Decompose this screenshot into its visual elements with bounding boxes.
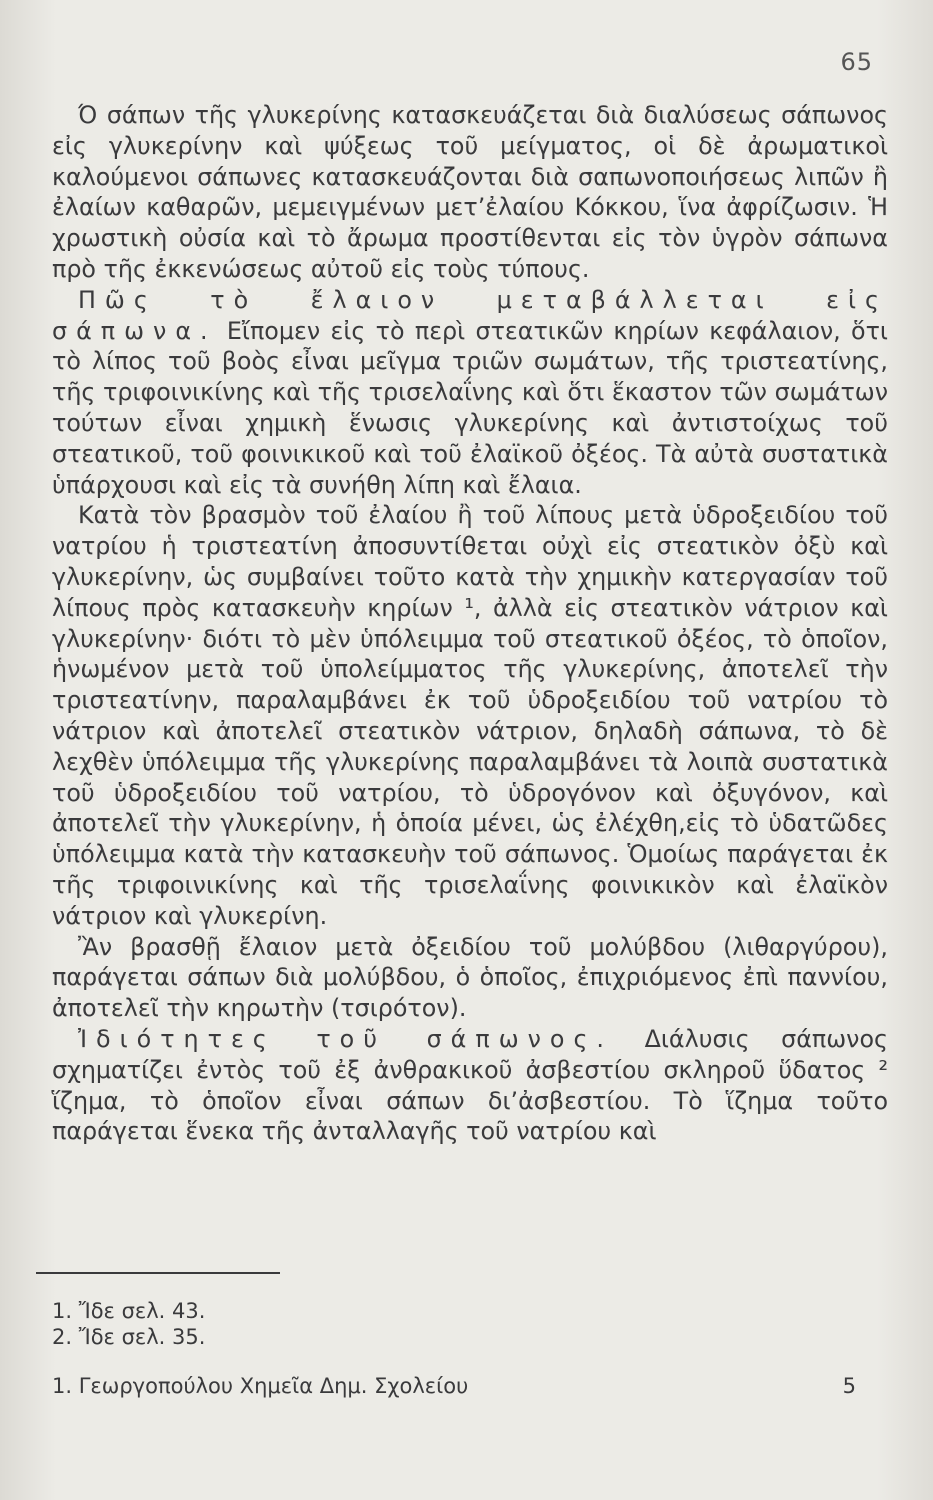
paragraph-2 xyxy=(52,285,888,501)
body-text xyxy=(52,100,888,1147)
footnote: 1. Ἴδε σελ. 43. xyxy=(52,1299,206,1323)
paragraph-5 xyxy=(52,1024,888,1147)
footnotes xyxy=(52,1298,205,1350)
paragraph-3 xyxy=(52,500,888,931)
page-number: 65 xyxy=(840,48,873,76)
section-heading: Πῶς τὸ ἔλαιον μεταβάλλεται εἰς σάπωνα. xyxy=(52,285,888,345)
footnote-divider xyxy=(36,1272,280,1274)
printer-signature xyxy=(52,1374,872,1398)
paragraph-text: Διάλυσις σάπωνος σχηματίζει ἐντὸς τοῦ ἐξ ἀνθρακικοῦ ἀσβεστίου σκληροῦ ὕδατος ² ἵζημα, τὸ ὁποῖον εἶναι σάπων δι’ἀσβεστίου. Τὸ ἵζημα τοῦτο παράγεται ἕνεκα τῆς ἀνταλλαγῆς τοῦ νατρίου καὶ xyxy=(52,1024,888,1146)
section-heading: Ἰδιότητες τοῦ σάπωνος. xyxy=(78,1024,613,1053)
paragraph-text: Κατὰ τὸν βρασμὸν τοῦ ἐλαίου ἢ τοῦ λίπους μετὰ ὑδροξειδίου τοῦ νατρίου ἡ τριστεατίνη ἀποσυντίθεται οὐχὶ εἰς στεατικὸν ὀξὺ καὶ γλυκερίνην, ὡς συμβαίνει τοῦτο κατὰ τὴν χημικὴν κατεργασίαν τοῦ λίπους πρὸς κατασκευὴν κηρίων ¹, ἀλλὰ εἰς στεατικὸν νάτριον καὶ γλυκερίνην· διότι τὸ μὲν ὑπόλειμμα τοῦ στεατικοῦ ὀξέος, τὸ ὁποῖον, ἡνωμένον μετὰ τοῦ ὑπολείμματος τῆς γλυκερίνης, ἀποτελεῖ τὴν τριστεατίνην, παραλαμβάνει ἐκ τοῦ ὑδροξειδίου τοῦ νατρίου τὸ νάτριον καὶ ἀποτελεῖ στεατικὸν νάτριον, δηλαδὴ σάπωνα, τὸ δὲ λεχθὲν ὑπόλειμμα τῆς γλυκερίνης παραλαμβάνει τὰ λοιπὰ συστατικὰ τοῦ ὑδροξειδίου τοῦ νατρίου, τὸ ὑδρογόνον καὶ ὀξυγόνον, καὶ ἀποτελεῖ τὴν γλυκερίνην, ἡ ὁποία μένει, ὡς ἐλέχθη,εἰς τὸ ὑδατῶδες ὑπόλειμμα κατὰ τὴν κατασκευὴν τοῦ σάπωνος. Ὁμοίως παράγεται ἐκ τῆς τριφοινικίνης καὶ τῆς τρισελαΐνης φοινικικὸν καὶ ἐλαϊκὸν νάτριον καὶ γλυκερίνη. xyxy=(52,501,888,930)
paragraph-text: Εἴπομεν εἰς τὸ περὶ στεατικῶν κηρίων κεφάλαιον, ὅτι τὸ λίπος τοῦ βοὸς εἶναι μεῖγμα τριῶν σωμάτων, τῆς τριστεατίνης, τῆς τριφοινικίνης καὶ τῆς τρισελαΐνης καὶ ὅτι ἕκαστον τῶν σωμάτων τούτων εἶναι χημικὴ ἕνωσις γλυκερίνης καὶ ἀντιστοίχως τοῦ στεατικοῦ, τοῦ φοινικικοῦ καὶ τοῦ ἐλαϊκοῦ ὀξέος. Τὰ αὐτὰ συστατικὰ ὑπάρχουσι καὶ εἰς τὰ συνήθη λίπη καὶ ἔλαια. xyxy=(52,316,888,499)
sheet-number: 5 xyxy=(842,1374,856,1398)
signature-text: 1. Γεωργοπούλου Χημεῖα Δημ. Σχολείου xyxy=(52,1374,469,1398)
paragraph-text: Ό σάπων τῆς γλυκερίνης κατασκευάζεται διὰ διαλύσεως σάπωνος εἰς γλυκερίνην καὶ ψύξεως τοῦ μείγματος, οἱ δὲ ἀρωματικοὶ καλούμενοι σάπωνες κατασκευάζονται διὰ σαπωνοποιήσεως λιπῶν ἢ ἐλαίων καθαρῶν, μεμειγμένων μετ’ἐλαίου Κόκκου, ἵνα ἀφρίζωσιν. Ἡ χρωστικὴ οὐσία καὶ τὸ ἄρωμα προστίθενται εἰς τὸν ὑγρὸν σάπωνα πρὸ τῆς ἐκκενώσεως αὐτοῦ εἰς τοὺς τύπους. xyxy=(52,101,888,283)
paragraph-text: Ἂν βρασθῇ ἔλαιον μετὰ ὀξειδίου τοῦ μολύβδου (λιθαργύρου), παράγεται σάπων διὰ μολύβδου, ὁ ὁποῖος, ἐπιχριόμενος ἐπὶ παννίου, ἀποτελεῖ τὴν κηρωτὴν (τσιρότον). xyxy=(52,932,888,1023)
paragraph-4 xyxy=(52,932,888,1024)
footnote: 2. Ἴδε σελ. 35. xyxy=(52,1325,206,1349)
paragraph-1 xyxy=(52,100,888,285)
